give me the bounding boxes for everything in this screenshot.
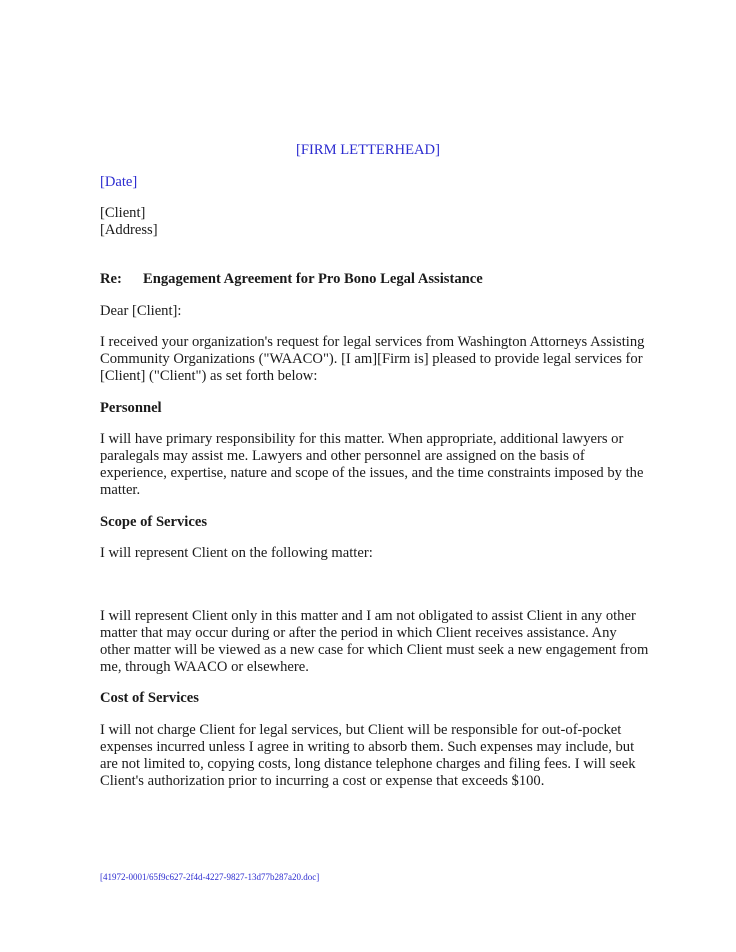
paragraph-line: experience, expertise, nature and scope of the issues, and the time constraints imposed by the xyxy=(100,465,644,481)
paragraph-line: I will have primary responsibility for this matter. When appropriate, additional lawyers or xyxy=(100,431,624,447)
personnel-heading: Personnel xyxy=(100,400,162,416)
recipient-address: [Address] xyxy=(100,222,158,238)
intro-paragraph xyxy=(100,334,660,385)
paragraph-line: Community Organizations ("WAACO"). [I am][Firm is] pleased to provide legal services for xyxy=(100,351,643,367)
paragraph-line: I received your organization's request for legal services from Washington Attorneys Assisting xyxy=(100,334,645,350)
paragraph-line: I will represent Client only in this matter and I am not obligated to assist Client in any other xyxy=(100,608,636,624)
personnel-paragraph xyxy=(100,431,660,499)
cost-paragraph xyxy=(100,722,660,790)
subject-label: Re: xyxy=(100,271,122,287)
document-footer-reference: [41972-0001/65f9c627-2f4d-4227-9827-13d77b287a20.doc] xyxy=(100,872,320,882)
salutation: Dear [Client]: xyxy=(100,303,182,319)
recipient-client: [Client] xyxy=(100,205,146,221)
paragraph-line: matter. xyxy=(100,482,141,498)
paragraph-line: Client's authorization prior to incurring a cost or expense that exceeds $100. xyxy=(100,773,545,789)
paragraph-line: matter that may occur during or after the period in which Client receives assistance. Any xyxy=(100,625,617,641)
recipient-block xyxy=(100,205,660,239)
paragraph-line: expenses incurred unless I agree in writing to absorb them. Such expenses may include, but xyxy=(100,739,635,755)
subject-text: Engagement Agreement for Pro Bono Legal Assistance xyxy=(143,271,483,287)
paragraph-line: I will not charge Client for legal services, but Client will be responsible for out-of-pocket xyxy=(100,722,622,738)
paragraph-line: me, through WAACO or elsewhere. xyxy=(100,659,309,675)
scope-paragraph xyxy=(100,608,660,676)
paragraph-line: paralegals may assist me. Lawyers and other personnel are assigned on the basis of xyxy=(100,448,585,464)
firm-letterhead: [FIRM LETTERHEAD] xyxy=(296,142,440,158)
scope-intro: I will represent Client on the following matter: xyxy=(100,545,373,561)
paragraph-line: other matter will be viewed as a new case for which Client must seek a new engagement from xyxy=(100,642,649,658)
paragraph-line: are not limited to, copying costs, long distance telephone charges and filing fees. I will seek xyxy=(100,756,636,772)
subject-line xyxy=(100,271,660,288)
date-placeholder: [Date] xyxy=(100,174,138,190)
scope-heading: Scope of Services xyxy=(100,514,207,530)
cost-heading: Cost of Services xyxy=(100,690,199,706)
paragraph-line: [Client] ("Client") as set forth below: xyxy=(100,368,318,384)
